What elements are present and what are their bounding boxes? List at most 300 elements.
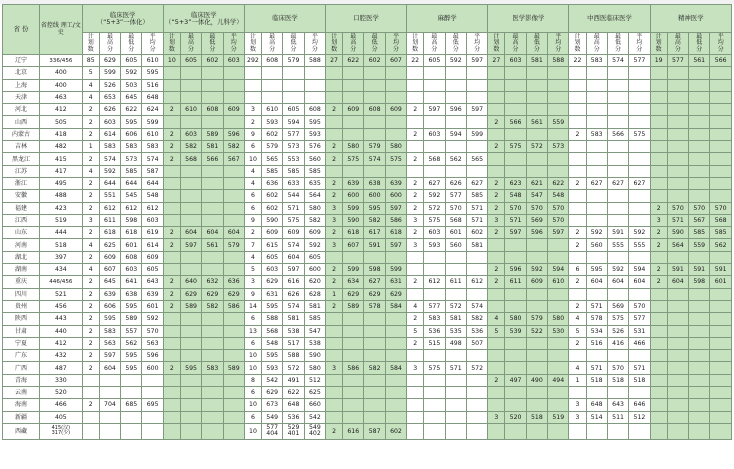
- score-cell: 635: [304, 177, 325, 189]
- score-cell: 573: [121, 153, 142, 165]
- subcolumn-header: 最 低 分: [689, 33, 710, 55]
- score-cell: [202, 423, 223, 439]
- score-cell: 604: [223, 227, 244, 239]
- major-group-header: [650, 5, 731, 33]
- score-cell: 629: [223, 288, 244, 300]
- score-cell: [607, 141, 628, 153]
- score-cell: 2: [82, 399, 99, 411]
- score-cell: 2: [326, 300, 343, 312]
- score-cell: [488, 423, 505, 439]
- score-cell: 601: [445, 227, 466, 239]
- score-cell: [202, 214, 223, 226]
- score-cell: 2: [82, 313, 99, 325]
- control-line-cell: 336/456: [40, 55, 83, 67]
- control-line-cell: 446/456: [40, 276, 83, 288]
- control-line-cell: 432: [40, 350, 83, 362]
- province-cell: 湖北: [3, 251, 40, 263]
- score-cell: [385, 165, 406, 177]
- score-cell: 602: [385, 423, 406, 439]
- score-cell: [407, 79, 424, 91]
- score-cell: [385, 79, 406, 91]
- score-cell: 416: [607, 337, 628, 349]
- score-cell: 639: [99, 288, 120, 300]
- score-cell: 2: [650, 276, 667, 288]
- province-cell: 河南: [3, 239, 40, 251]
- score-cell: [223, 214, 244, 226]
- score-cell: 578: [586, 313, 607, 325]
- score-cell: [548, 79, 569, 91]
- score-cell: 595: [304, 116, 325, 128]
- subcolumn-header: 平 均 分: [548, 33, 569, 55]
- score-cell: 592: [121, 67, 142, 79]
- score-cell: 611: [445, 276, 466, 288]
- score-cell: 580: [385, 141, 406, 153]
- score-cell: 490: [526, 374, 547, 386]
- score-cell: [385, 411, 406, 423]
- score-cell: 607: [385, 55, 406, 67]
- score-cell: 601: [142, 300, 163, 312]
- score-cell: 593: [262, 116, 283, 128]
- score-cell: 609: [142, 251, 163, 263]
- score-cell: [163, 202, 180, 214]
- score-cell: [629, 116, 650, 128]
- score-cell: [710, 190, 732, 202]
- score-cell: 582: [364, 362, 385, 374]
- score-cell: 633: [283, 177, 304, 189]
- score-cell: 595: [364, 202, 385, 214]
- score-cell: 559: [689, 239, 710, 251]
- table-row: [3, 227, 732, 239]
- score-cell: 548: [262, 337, 283, 349]
- score-cell: [586, 91, 607, 103]
- score-cell: 569: [526, 214, 547, 226]
- score-cell: 2: [326, 227, 343, 239]
- score-cell: [650, 153, 667, 165]
- score-cell: [607, 153, 628, 165]
- score-cell: [364, 128, 385, 140]
- score-cell: 590: [304, 350, 325, 362]
- score-cell: 566: [202, 153, 223, 165]
- subcolumn-header: 计 划 数: [569, 33, 586, 55]
- score-cell: [505, 165, 526, 177]
- score-cell: [445, 411, 466, 423]
- score-cell: 570: [629, 300, 650, 312]
- score-cell: 2: [488, 141, 505, 153]
- score-cell: [424, 399, 445, 411]
- score-cell: [180, 79, 201, 91]
- score-cell: 549 402: [304, 423, 325, 439]
- score-cell: [526, 399, 547, 411]
- score-cell: 555: [629, 239, 650, 251]
- score-cell: [629, 141, 650, 153]
- score-cell: 575: [607, 313, 628, 325]
- subcolumn-header: 计 划 数: [407, 33, 424, 55]
- score-cell: [569, 165, 586, 177]
- score-cell: [424, 116, 445, 128]
- score-cell: [586, 104, 607, 116]
- score-cell: 518: [629, 374, 650, 386]
- subcolumn-header: 最 低 分: [607, 33, 628, 55]
- score-cell: [548, 399, 569, 411]
- score-cell: 2: [82, 177, 99, 189]
- table-row: [3, 239, 732, 251]
- score-cell: 583: [586, 128, 607, 140]
- score-cell: [82, 374, 99, 386]
- major-name: 临床医学: [191, 10, 217, 19]
- score-cell: [689, 251, 710, 263]
- score-cell: [569, 79, 586, 91]
- score-cell: 562: [710, 239, 732, 251]
- score-cell: 592: [607, 264, 628, 276]
- score-cell: 542: [262, 374, 283, 386]
- score-cell: 577: [445, 190, 466, 202]
- score-cell: 629: [262, 276, 283, 288]
- table-row: [3, 91, 732, 103]
- score-cell: [407, 141, 424, 153]
- score-cell: 643: [142, 276, 163, 288]
- score-cell: 600: [304, 264, 325, 276]
- score-cell: [667, 79, 688, 91]
- score-cell: [526, 128, 547, 140]
- score-cell: [689, 350, 710, 362]
- subcolumn-header: 最 高 分: [424, 33, 445, 55]
- score-cell: 2: [82, 153, 99, 165]
- score-cell: [650, 104, 667, 116]
- major-name: 临床医学: [272, 14, 298, 22]
- score-cell: [385, 67, 406, 79]
- score-cell: [466, 288, 487, 300]
- score-cell: [548, 165, 569, 177]
- score-cell: [548, 128, 569, 140]
- score-cell: 643: [607, 399, 628, 411]
- score-cell: [424, 387, 445, 399]
- score-cell: [488, 399, 505, 411]
- score-cell: 599: [99, 67, 120, 79]
- score-cell: [710, 411, 732, 423]
- score-cell: 2: [82, 350, 99, 362]
- score-cell: 595: [262, 300, 283, 312]
- score-cell: [667, 190, 688, 202]
- score-cell: 704: [99, 399, 120, 411]
- score-cell: 582: [223, 141, 244, 153]
- score-cell: 608: [121, 251, 142, 263]
- score-cell: [343, 399, 364, 411]
- score-cell: 605: [142, 264, 163, 276]
- score-cell: 583: [424, 313, 445, 325]
- score-cell: [689, 362, 710, 374]
- score-cell: [548, 288, 569, 300]
- score-cell: 599: [343, 264, 364, 276]
- control-line-cell: 400: [40, 79, 83, 91]
- score-cell: [82, 411, 99, 423]
- score-cell: [667, 399, 688, 411]
- score-cell: [548, 67, 569, 79]
- score-cell: [244, 79, 261, 91]
- score-cell: [326, 128, 343, 140]
- score-cell: 4: [244, 251, 261, 263]
- score-cell: [586, 116, 607, 128]
- score-cell: [629, 251, 650, 263]
- score-cell: [466, 91, 487, 103]
- score-cell: 660: [304, 399, 325, 411]
- score-cell: [202, 190, 223, 202]
- score-cell: [326, 67, 343, 79]
- score-cell: [586, 153, 607, 165]
- score-cell: 612: [99, 202, 120, 214]
- score-cell: [385, 399, 406, 411]
- score-cell: [710, 313, 732, 325]
- score-cell: [710, 350, 732, 362]
- score-cell: [223, 411, 244, 423]
- score-cell: [262, 67, 283, 79]
- score-cell: 588: [283, 350, 304, 362]
- score-cell: 2: [488, 276, 505, 288]
- score-cell: [548, 153, 569, 165]
- score-cell: 618: [385, 227, 406, 239]
- score-cell: [629, 423, 650, 439]
- subcolumn-header: 最 高 分: [586, 33, 607, 55]
- score-cell: 6: [244, 141, 261, 153]
- score-cell: 627: [607, 177, 628, 189]
- subcolumn-header: 最 低 分: [283, 33, 304, 55]
- score-cell: 570: [710, 202, 732, 214]
- score-cell: 585: [262, 165, 283, 177]
- score-cell: [689, 177, 710, 189]
- score-cell: 2: [82, 104, 99, 116]
- score-cell: 5: [82, 67, 99, 79]
- score-cell: [629, 288, 650, 300]
- score-cell: 519: [548, 411, 569, 423]
- score-cell: 622: [283, 387, 304, 399]
- table-row: [3, 55, 732, 67]
- score-cell: 584: [385, 362, 406, 374]
- score-cell: 618: [99, 227, 120, 239]
- score-cell: 595: [121, 300, 142, 312]
- score-cell: 575: [505, 141, 526, 153]
- score-cell: 2: [488, 116, 505, 128]
- score-cell: 583: [202, 362, 223, 374]
- score-cell: 5: [407, 325, 424, 337]
- table-row: [3, 362, 732, 374]
- score-cell: [488, 165, 505, 177]
- score-cell: 2: [326, 141, 343, 153]
- score-cell: [569, 423, 586, 439]
- score-cell: 592: [586, 227, 607, 239]
- score-cell: [223, 337, 244, 349]
- score-cell: 589: [121, 313, 142, 325]
- score-cell: [689, 387, 710, 399]
- score-cell: 4: [82, 91, 99, 103]
- province-cell: 内蒙古: [3, 128, 40, 140]
- control-line-cell: 505: [40, 116, 83, 128]
- province-cell: 海南: [3, 399, 40, 411]
- score-cell: 2: [407, 177, 424, 189]
- score-cell: 585: [304, 313, 325, 325]
- score-cell: 579: [364, 141, 385, 153]
- score-cell: 4: [244, 165, 261, 177]
- score-cell: 531: [629, 325, 650, 337]
- score-cell: [689, 190, 710, 202]
- score-cell: [548, 350, 569, 362]
- score-cell: 591: [710, 264, 732, 276]
- score-cell: 602: [262, 190, 283, 202]
- score-cell: 2: [82, 128, 99, 140]
- subcolumn-header: 平 均 分: [142, 33, 163, 55]
- score-cell: [223, 374, 244, 386]
- score-cell: [202, 165, 223, 177]
- score-cell: 515: [424, 337, 445, 349]
- score-cell: [202, 325, 223, 337]
- score-cell: 10: [244, 423, 261, 439]
- score-cell: [650, 399, 667, 411]
- score-cell: 572: [526, 141, 547, 153]
- score-cell: 595: [99, 313, 120, 325]
- score-cell: [710, 362, 732, 374]
- score-cell: [466, 251, 487, 263]
- score-cell: 2: [407, 202, 424, 214]
- control-line-header: 省控线 理工/文史: [40, 5, 83, 55]
- score-cell: [607, 79, 628, 91]
- score-cell: [569, 153, 586, 165]
- score-cell: 2: [569, 276, 586, 288]
- score-cell: [466, 79, 487, 91]
- table-row: [3, 214, 732, 226]
- score-cell: 592: [445, 55, 466, 67]
- score-cell: [202, 264, 223, 276]
- score-cell: [650, 141, 667, 153]
- score-cell: 511: [607, 411, 628, 423]
- score-cell: [607, 190, 628, 202]
- control-line-cell: 466: [40, 399, 83, 411]
- score-cell: 603: [223, 55, 244, 67]
- score-cell: 579: [526, 313, 547, 325]
- score-cell: 588: [548, 55, 569, 67]
- score-cell: [163, 374, 180, 386]
- score-cell: [407, 91, 424, 103]
- score-cell: 3: [326, 362, 343, 374]
- score-cell: 576: [304, 141, 325, 153]
- table-row: [3, 350, 732, 362]
- score-cell: [689, 374, 710, 386]
- score-cell: [689, 399, 710, 411]
- score-cell: 516: [586, 337, 607, 349]
- score-cell: [466, 387, 487, 399]
- table-row: [3, 300, 732, 312]
- major-note: （“5+3”一体化）: [96, 17, 149, 26]
- score-cell: [505, 423, 526, 439]
- score-cell: [385, 128, 406, 140]
- score-cell: [505, 399, 526, 411]
- score-cell: 587: [142, 165, 163, 177]
- score-cell: 595: [121, 116, 142, 128]
- score-cell: 634: [343, 276, 364, 288]
- province-cell: 江西: [3, 214, 40, 226]
- score-cell: [607, 288, 628, 300]
- score-cell: [650, 251, 667, 263]
- score-cell: 2: [650, 202, 667, 214]
- score-cell: 644: [142, 177, 163, 189]
- score-cell: 530: [548, 325, 569, 337]
- score-cell: [180, 91, 201, 103]
- province-cell: 宁夏: [3, 337, 40, 349]
- score-cell: 85: [82, 55, 99, 67]
- score-cell: [223, 350, 244, 362]
- score-cell: [445, 387, 466, 399]
- subcolumn-header: 平 均 分: [385, 33, 406, 55]
- score-cell: [82, 387, 99, 399]
- score-cell: [445, 116, 466, 128]
- score-cell: [163, 350, 180, 362]
- score-cell: 596: [223, 128, 244, 140]
- score-cell: [343, 79, 364, 91]
- score-cell: 599: [343, 202, 364, 214]
- score-cell: [223, 190, 244, 202]
- score-cell: [180, 337, 201, 349]
- score-cell: [326, 91, 343, 103]
- score-cell: [407, 411, 424, 423]
- score-cell: [586, 214, 607, 226]
- score-cell: 582: [304, 214, 325, 226]
- score-cell: 572: [466, 362, 487, 374]
- score-cell: [650, 411, 667, 423]
- score-cell: [607, 165, 628, 177]
- score-cell: 626: [283, 288, 304, 300]
- score-cell: 512: [304, 374, 325, 386]
- score-cell: [505, 387, 526, 399]
- score-cell: [466, 165, 487, 177]
- major-name: 麻醉学: [437, 14, 457, 22]
- score-cell: 587: [364, 423, 385, 439]
- score-cell: 626: [445, 177, 466, 189]
- score-cell: 605: [262, 251, 283, 263]
- control-line-cell: 440: [40, 325, 83, 337]
- score-cell: 516: [142, 79, 163, 91]
- table-row: [3, 276, 732, 288]
- score-cell: 2: [569, 300, 586, 312]
- score-cell: 627: [629, 177, 650, 189]
- province-cell: 黑龙江: [3, 153, 40, 165]
- score-cell: 562: [445, 153, 466, 165]
- score-cell: 605: [121, 55, 142, 67]
- score-cell: [710, 91, 732, 103]
- score-cell: [364, 325, 385, 337]
- control-line-cell: 495: [40, 177, 83, 189]
- score-cell: [710, 67, 732, 79]
- score-cell: 9: [244, 128, 261, 140]
- score-cell: [667, 128, 688, 140]
- score-cell: [505, 128, 526, 140]
- score-cell: [202, 350, 223, 362]
- table-row: [3, 313, 732, 325]
- score-cell: 548: [505, 190, 526, 202]
- score-cell: [505, 362, 526, 374]
- score-cell: [407, 116, 424, 128]
- score-cell: 597: [99, 350, 120, 362]
- score-cell: [364, 67, 385, 79]
- score-cell: 585: [689, 227, 710, 239]
- control-line-cell: 521: [40, 288, 83, 300]
- score-cell: 612: [424, 276, 445, 288]
- score-cell: 629: [202, 288, 223, 300]
- score-cell: [466, 350, 487, 362]
- score-cell: 597: [466, 55, 487, 67]
- score-cell: 590: [343, 214, 364, 226]
- score-cell: [142, 411, 163, 423]
- score-cell: [180, 116, 201, 128]
- score-cell: 605: [304, 251, 325, 263]
- score-cell: [343, 411, 364, 423]
- score-cell: 609: [343, 104, 364, 116]
